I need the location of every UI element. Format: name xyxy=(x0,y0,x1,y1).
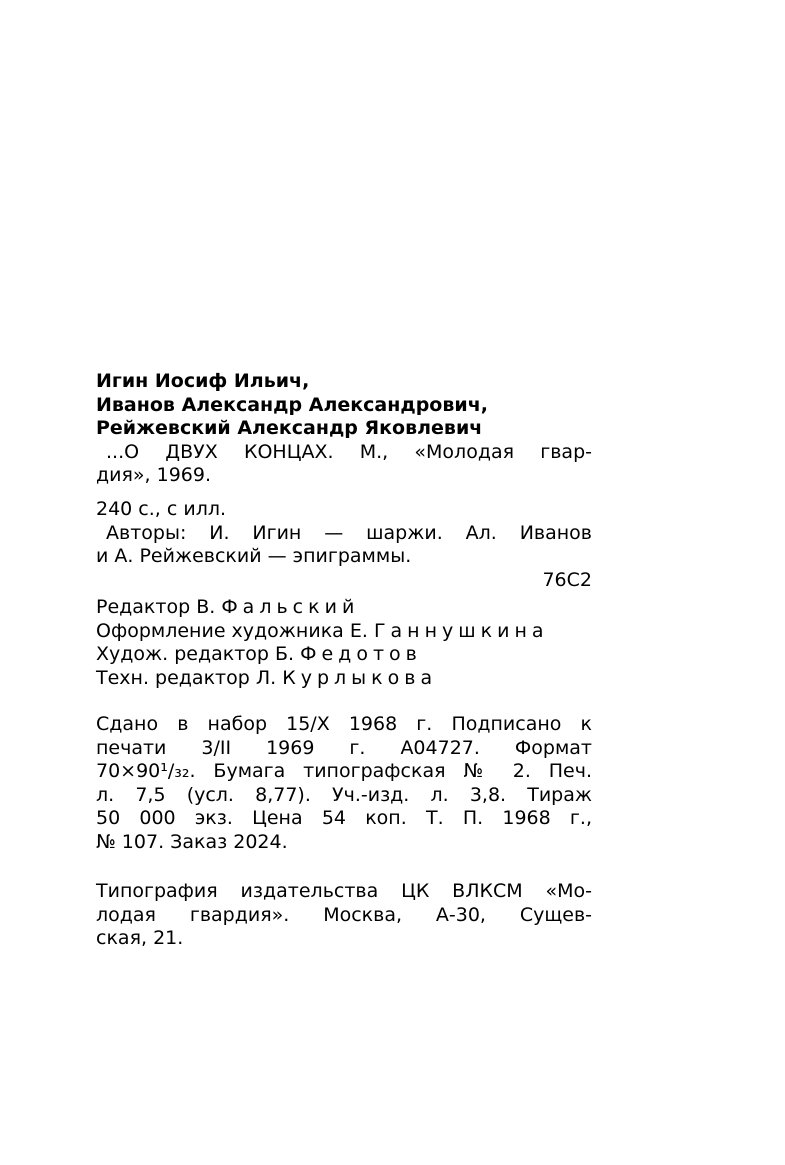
page-count: 240 с., с илл. xyxy=(96,498,227,520)
staff-block xyxy=(96,596,592,690)
book-title-line-1: ...О ДВУХ КОНЦАХ. М., «Молодая гвар- xyxy=(106,440,592,463)
staff-role: Редактор В. xyxy=(96,596,216,618)
staff-name: Федотов xyxy=(300,643,422,665)
author-igin: Игин Иосиф Ильич, xyxy=(96,370,310,392)
classification-code: 76С2 xyxy=(542,568,592,591)
printer-line-1: Типография издательства ЦК ВЛКСМ «Мо- xyxy=(96,880,592,902)
imprint-block xyxy=(96,713,592,854)
imprint-line-3: 70×90¹/₃₂. Бумага типографская № 2. Печ. xyxy=(96,760,592,782)
description-block xyxy=(96,498,592,592)
printer-line-3: ская, 21. xyxy=(96,927,184,949)
staff-art-editor xyxy=(96,643,592,667)
printer-block xyxy=(96,880,592,951)
author-reizhevsky: Рейжевский Александр Яковлевич xyxy=(96,417,483,439)
author-ivanov: Иванов Александр Александрович, xyxy=(96,393,488,416)
staff-name: Курлыкова xyxy=(282,666,438,689)
staff-name: Фальский xyxy=(221,596,360,618)
printer-line-2: лодая гвардия». Москва, А-30, Сущев- xyxy=(96,903,592,926)
staff-name: Ганнушкина xyxy=(373,619,549,642)
imprint-line-6: № 107. Заказ 2024. xyxy=(96,830,288,853)
imprint-line-4: л. 7,5 (усл. 8,77). Уч.-изд. л. 3,8. Тираж xyxy=(96,783,592,806)
staff-role: Худож. редактор Б. xyxy=(96,643,295,665)
imprint-line-2: печати 3/II 1969 г. А04727. Формат xyxy=(96,736,592,759)
imprint-line-1: Сдано в набор 15/X 1968 г. Подписано к xyxy=(96,713,592,735)
staff-designer xyxy=(96,620,592,644)
staff-role: Оформление художника Е. xyxy=(96,619,368,642)
imprint-line-5: 50 000 экз. Цена 54 коп. Т. П. 1968 г., xyxy=(96,807,592,829)
authors-block xyxy=(96,370,592,488)
credits-line-2: и А. Рейжевский — эпиграммы. xyxy=(96,545,412,567)
staff-tech-editor xyxy=(96,667,592,691)
credits-line-1: Авторы: И. Игин — шаржи. Ал. Иванов xyxy=(106,521,592,544)
staff-role: Техн. редактор Л. xyxy=(96,666,277,689)
staff-editor xyxy=(96,596,592,620)
book-title-line-2: дия», 1969. xyxy=(96,464,212,486)
